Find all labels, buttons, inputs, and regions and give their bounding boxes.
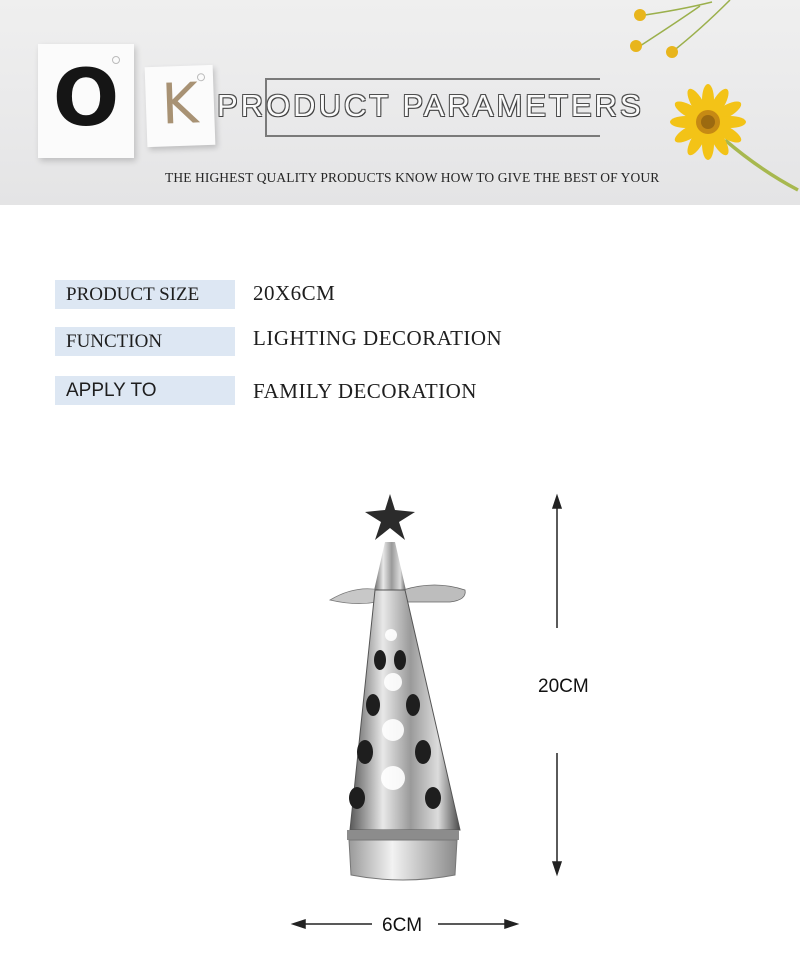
banner-subtitle: THE HIGHEST QUALITY PRODUCTS KNOW HOW TO GIVE THE BEST OF YOUR [165,170,660,185]
banner-title: PRODUCT PARAMETERS [217,88,644,123]
letter-card-k [145,65,216,147]
param-value-apply-to: FAMILY DECORATION [253,379,477,403]
height-dimension-label: 20CM [538,676,589,697]
letter-o: O [52,54,120,144]
card-hole-icon [112,56,120,64]
letter-card-o [38,44,134,158]
header-banner [0,0,800,205]
param-label-apply-to: APPLY TO [55,376,235,405]
width-dimension-label: 6CM [382,915,423,936]
param-value-product-size: 20X6CM [253,281,336,305]
sunflower-icon [620,0,800,205]
param-label-product-size: PRODUCT SIZE [55,280,235,309]
christmas-tree-candle-holder-image [325,490,475,890]
letter-k: K [160,71,200,138]
param-value-function: LIGHTING DECORATION [253,326,503,350]
param-label-function: FUNCTION [55,327,235,356]
